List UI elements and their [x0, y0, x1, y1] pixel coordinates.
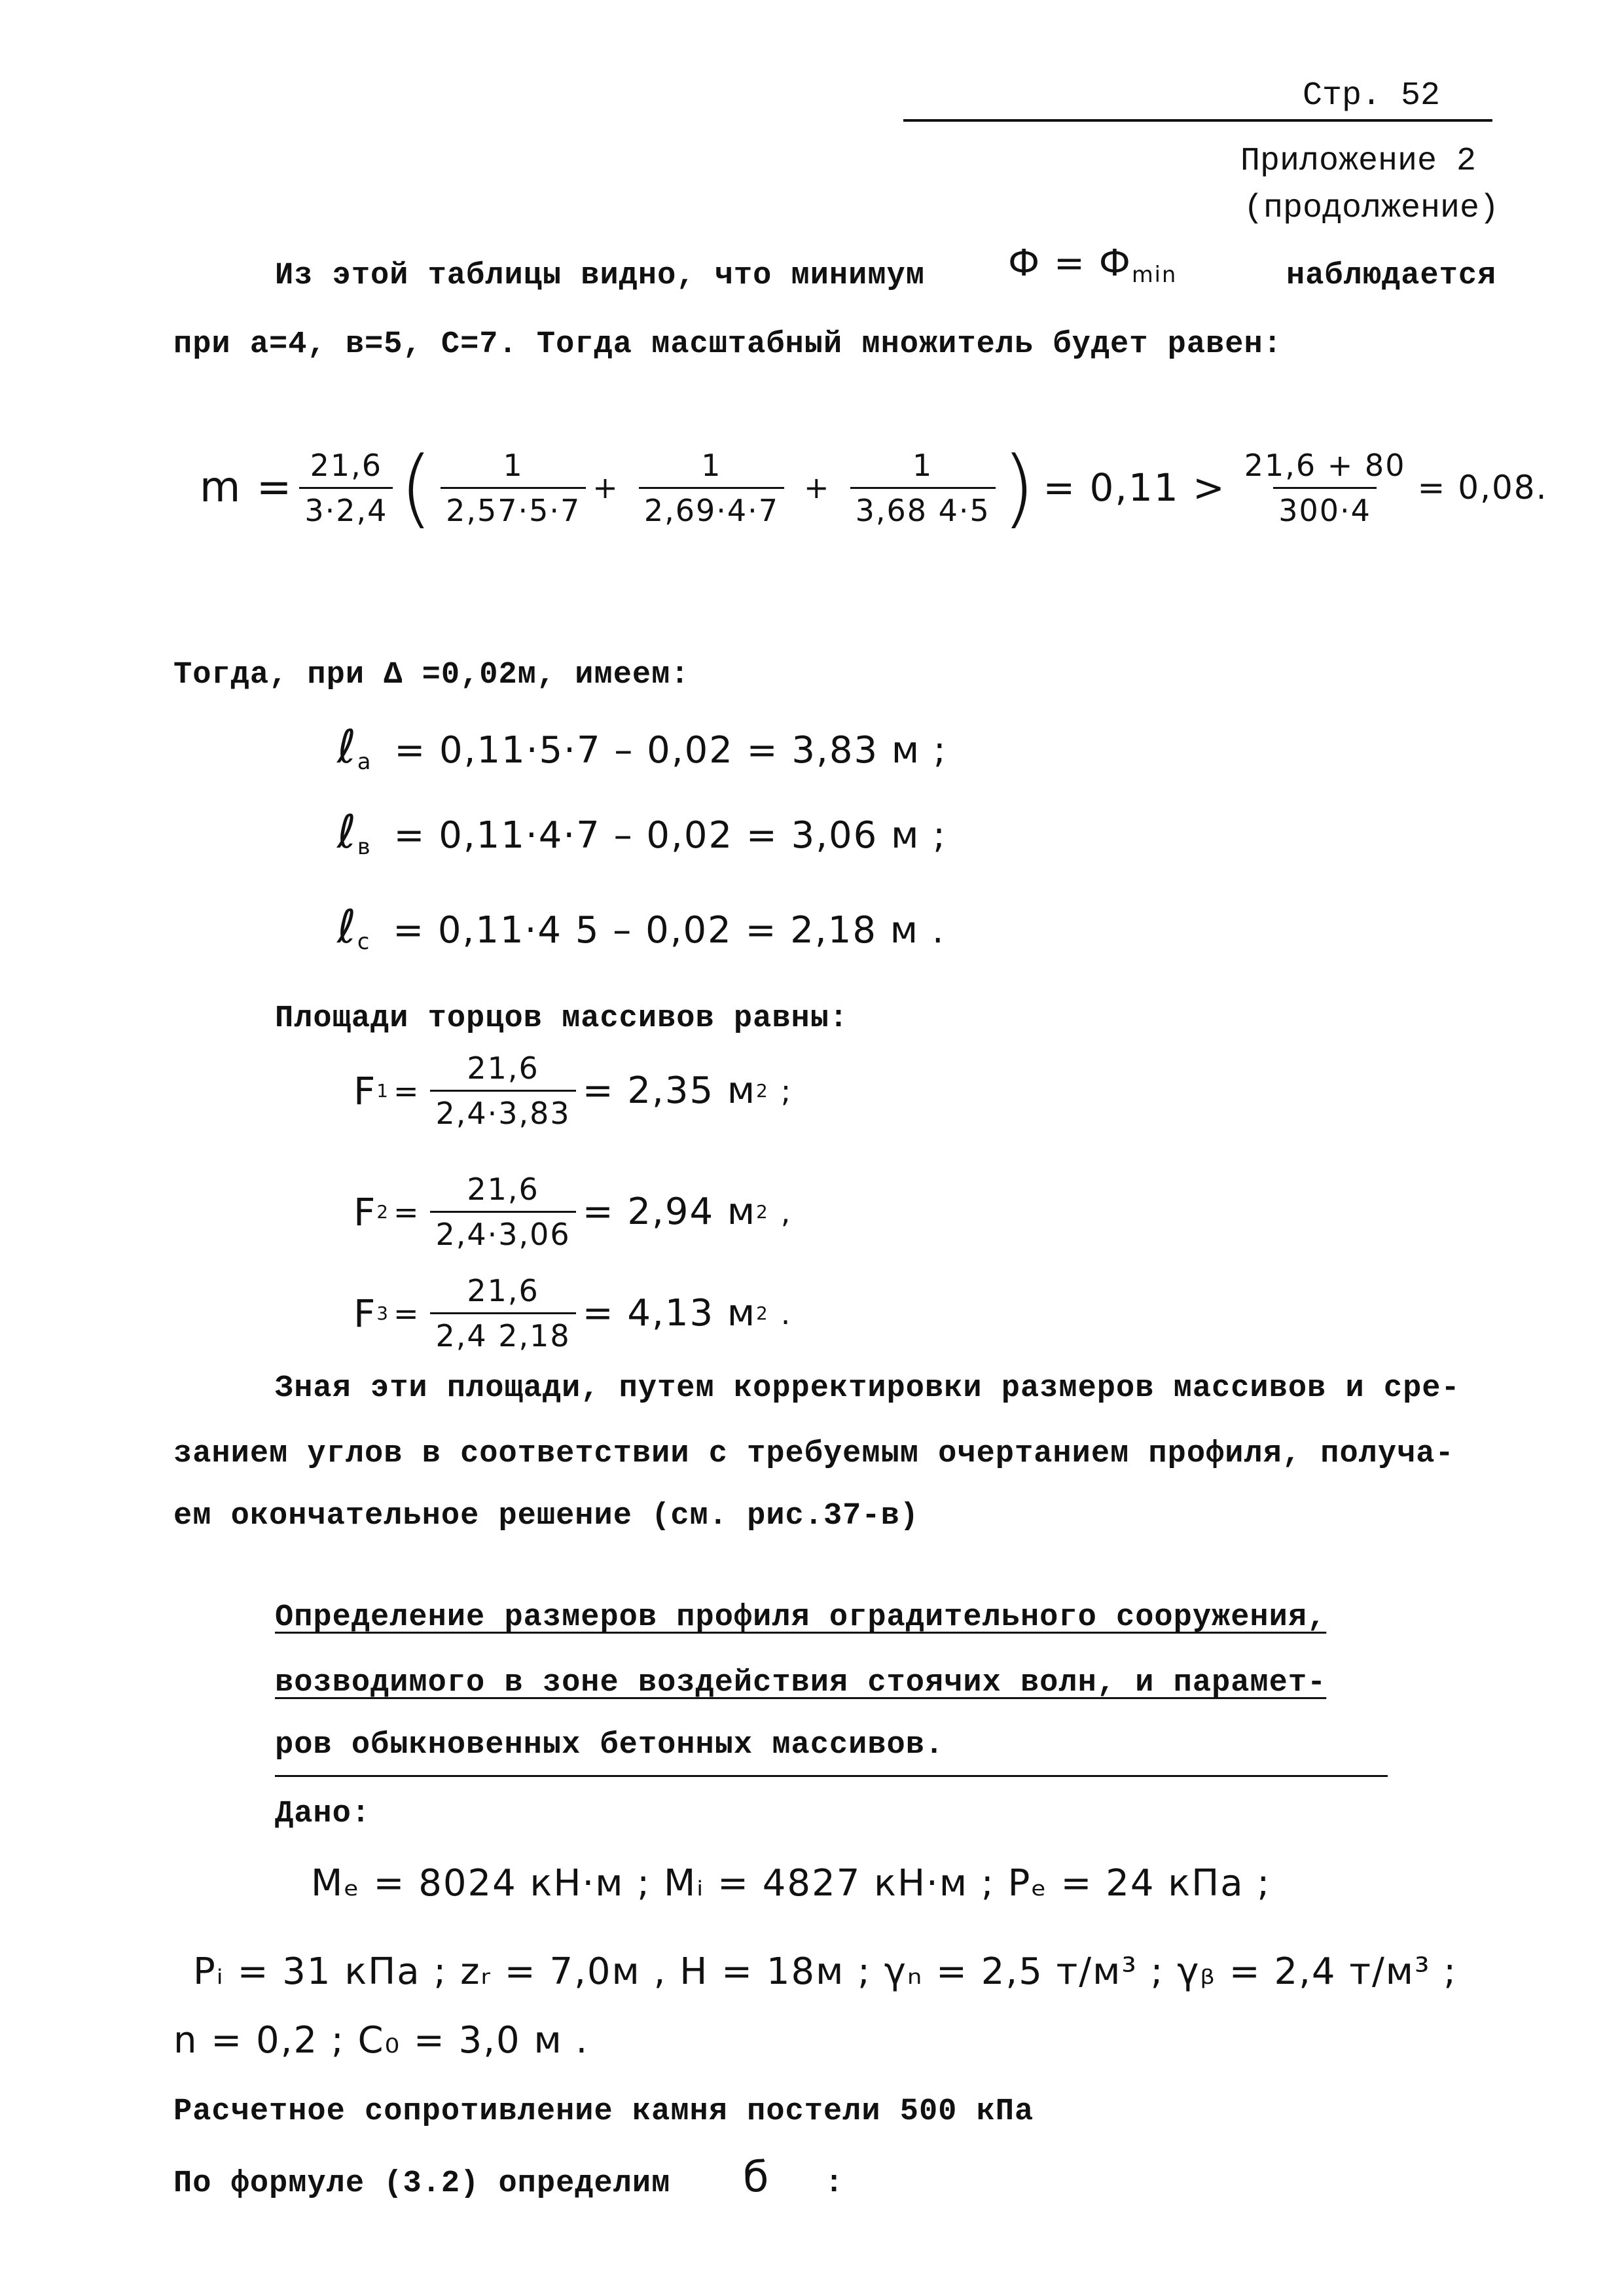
l-a-symbol: ℓ [337, 720, 357, 774]
l-c-expr: = 0,11·4 5 – 0,02 = 2,18 м . [393, 909, 945, 952]
fraction-2-den: 2,69·4·7 [639, 487, 784, 528]
area-f1-sub: 1 [376, 1080, 389, 1102]
area-f2-den: 2,4·3,06 [430, 1211, 575, 1252]
phi-min-expression [1008, 242, 1177, 287]
area-f3-tail: . [780, 1295, 792, 1331]
fraction-3-den: 3,68 4·5 [850, 487, 996, 528]
area-f1-symbol: F [353, 1068, 377, 1113]
paragraph-line-3: ем окончательное решение (см. рис.37-в) [173, 1499, 919, 1534]
right-paren: ) [1001, 438, 1037, 537]
area-f2-symbol: F [353, 1189, 377, 1234]
area-f2-fraction [430, 1172, 575, 1252]
given-line-2: Pᵢ = 31 кПа ; zᵣ = 7,0м , H = 18м ; γₙ = 2,5 т/м³ ; γᵦ = 2,4 т/м³ ; [193, 1950, 1458, 1993]
area-f1-sup: 2 [756, 1080, 769, 1102]
plus-sign-2: + [804, 470, 831, 505]
section-title-line-3: ров обыкновенных бетонных массивов. [275, 1728, 945, 1763]
area-f2-tail: , [780, 1194, 792, 1230]
then-line: Тогда, при Δ =0,02м, имеем: [173, 658, 690, 692]
l-b-expr: = 0,11·4·7 – 0,02 = 3,06 м ; [393, 814, 947, 857]
fraction-1-den: 2,57·5·7 [441, 487, 586, 528]
area-f1-num: 21,6 [467, 1050, 539, 1086]
plus-sign-1: + [592, 470, 619, 505]
fraction-0-num: 21,6 [310, 447, 383, 483]
fraction-4-num: 21,6 + 80 [1244, 447, 1406, 483]
l-a-sub: a [357, 749, 372, 775]
given-line-1: Mₑ = 8024 кН·м ; Mᵢ = 4827 кН·м ; Pₑ = 24 кПа ; [311, 1862, 1271, 1905]
page-number: Стр. 52 [1303, 77, 1441, 115]
paragraph-line-2: занием углов в соответствии с требуемым очертанием профиля, получа- [173, 1437, 1454, 1471]
area-f3-fraction [430, 1273, 575, 1354]
area-f3-result: = 4,13 м [582, 1292, 757, 1335]
fraction-1 [441, 448, 586, 528]
fraction-3 [850, 448, 996, 528]
fraction-0-den: 3·2,4 [299, 487, 393, 528]
area-f2-num: 21,6 [467, 1172, 539, 1207]
area-f3-num: 21,6 [467, 1273, 539, 1308]
fraction-0 [299, 448, 393, 528]
fraction-3-num: 1 [912, 447, 933, 483]
l-c-symbol: ℓ [337, 900, 357, 954]
section-title-line-2: возводимого в зоне воздействия стоячих волн, и парамет- [275, 1666, 1327, 1700]
fraction-4-den: 300·4 [1273, 487, 1377, 528]
given-line-3: n = 0,2 ; C₀ = 3,0 м . [173, 2019, 589, 2062]
l-a-expr: = 0,11·5·7 – 0,02 = 3,83 м ; [394, 729, 947, 772]
l-b-symbol: ℓ [337, 805, 357, 859]
area-f2-sub: 2 [376, 1201, 389, 1223]
header-rule [903, 119, 1492, 122]
area-f3-symbol: F [353, 1291, 377, 1336]
section-title-line-1: Определение размеров профиля оградительного сооружения, [275, 1600, 1327, 1635]
formula-m-mid: = 0,11 > [1043, 465, 1226, 510]
formula-symbol: б [743, 2153, 770, 2202]
continuation-label: (продолжение) [1244, 190, 1500, 227]
fraction-1-num: 1 [503, 447, 524, 483]
area-f1-equation: F 1 = $\frac{21,6}{2,4\cdot 3,83}$ = 2,35 м 2 ; [353, 1050, 793, 1131]
area-f2-equation: F 2 = $\frac{21,6}{2,4\cdot 3,06}$ = 2,94 м 2 , [353, 1172, 792, 1252]
l-a-equation [337, 720, 947, 774]
resistance-line: Расчетное сопротивление камня постели 500 кПа [173, 2094, 1034, 2129]
section-title-rule [275, 1775, 1388, 1777]
fraction-4 [1239, 448, 1411, 528]
phi-expr: Ф = Ф [1008, 242, 1132, 285]
formula-colon: : [825, 2166, 844, 2201]
area-f1-den: 2,4·3,83 [430, 1090, 575, 1131]
left-paren: ( [399, 438, 435, 537]
area-f3-equation: F 3 = $\frac{21,6}{2,4 2,18}$ = 4,13 м 2 . [353, 1273, 792, 1354]
phi-sub: min [1131, 262, 1178, 288]
intro-line-1-start: Из этой таблицы видно, что минимум [275, 259, 925, 293]
area-f3-den: 2,4 2,18 [430, 1312, 575, 1354]
area-f3-sub: 3 [376, 1302, 389, 1324]
l-c-equation [337, 900, 945, 954]
fraction-2-num: 1 [701, 447, 722, 483]
area-f1-result: = 2,35 м [582, 1069, 757, 1112]
formula-m [200, 438, 1548, 537]
l-c-sub: c [357, 929, 371, 955]
fraction-2 [639, 448, 784, 528]
given-label: Дано: [275, 1797, 371, 1831]
area-f1-tail: ; [780, 1073, 793, 1109]
areas-heading: Площади торцов массивов равны: [275, 1001, 849, 1036]
intro-line-2: при а=4, в=5, С=7. Тогда масштабный множитель будет равен: [173, 327, 1282, 362]
formula-reference-line: По формуле (3.2) определим [173, 2166, 671, 2201]
formula-m-end: = 0,08. [1417, 469, 1548, 507]
intro-line-1-end: наблюдается [1286, 259, 1497, 293]
paragraph-line-1: Зная эти площади, путем корректировки размеров массивов и сре- [275, 1371, 1460, 1406]
area-f3-sup: 2 [756, 1302, 769, 1324]
area-f2-result: = 2,94 м [582, 1191, 757, 1233]
formula-m-lhs: m = [200, 463, 293, 512]
area-f2-sup: 2 [756, 1201, 769, 1223]
appendix-label: Приложение 2 [1240, 143, 1477, 180]
l-b-equation [337, 805, 947, 859]
area-f1-fraction [430, 1050, 575, 1131]
l-b-sub: в [357, 834, 372, 860]
